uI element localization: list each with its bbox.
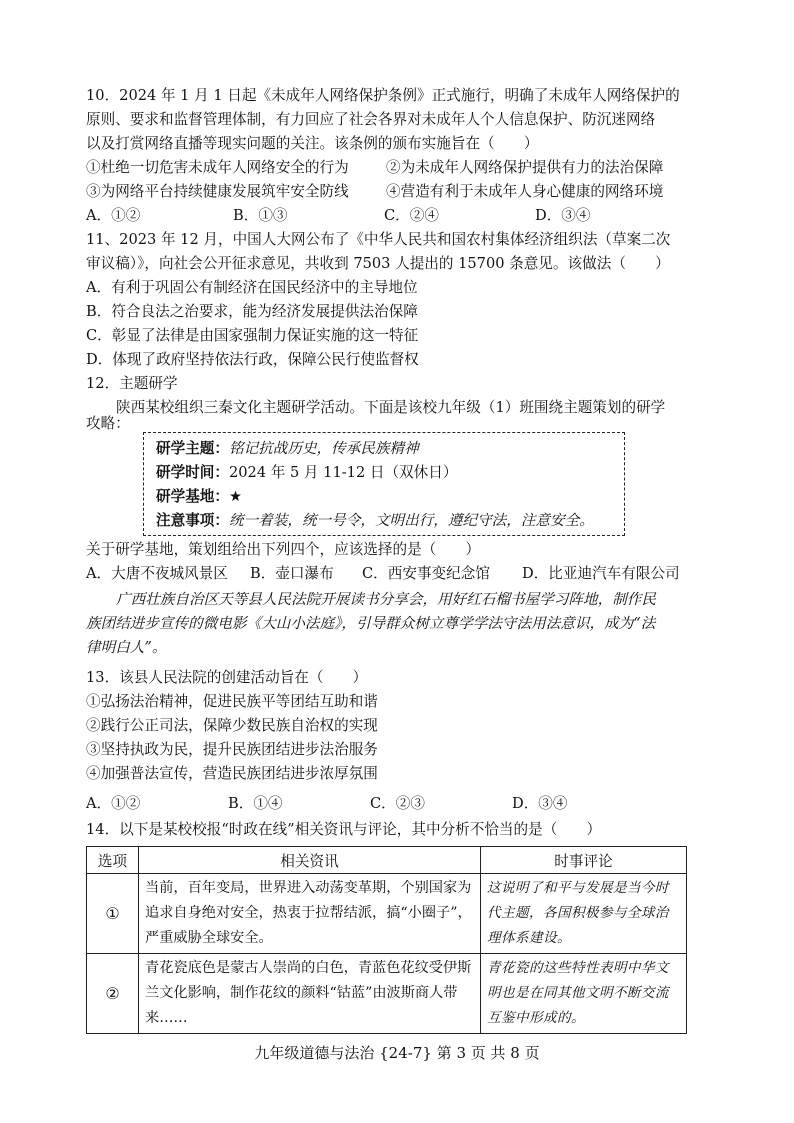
q11-option-a[interactable]: A．有利于巩固公有制经济在国民经济中的主导地位 — [86, 279, 418, 296]
study-plan-box — [143, 432, 625, 536]
q10-statement-2: ②为未成年人网络保护提供有力的法治保障 — [386, 159, 664, 176]
study-theme-row — [156, 439, 419, 459]
header-option: 选项 — [87, 847, 139, 874]
q12-intro-line-1: 陕西某校组织三秦文化主题研学活动。下面是该校九年级（1）班围绕主题策划的研学 — [116, 399, 666, 416]
q12-option-b[interactable]: B．壶口瀑布 — [250, 565, 334, 582]
q13-statement-1: ①弘扬法治精神，促进民族平等团结互助和谐 — [86, 693, 378, 710]
q11-stem-line-1: 11、2023 年 12 月，中国人大网公布了《中华人民共和国农村集体经济组织法（草案二次 — [86, 231, 671, 248]
q12-option-d[interactable]: D．比亚迪汽车有限公司 — [522, 565, 680, 582]
q14-stem: 14．以下是某校校报“时政在线”相关资讯与评论，其中分析不恰当的是（ ） — [86, 821, 602, 838]
q10-statement-1: ①杜绝一切危害未成年人网络安全的行为 — [86, 159, 349, 176]
row-comment: 这说明了和平与发展是当今时代主题，各国积极参与全球治理体系建设。 — [481, 874, 687, 954]
study-notes-label: 注意事项： — [156, 512, 229, 529]
row-index: ② — [87, 954, 139, 1034]
q13-stem: 13．该县人民法院的创建活动旨在（ ） — [86, 669, 368, 686]
study-notes-value: 统一着装，统一号令，文明出行，遵纪守法，注意安全。 — [228, 512, 594, 529]
material-line-2: 族团结进步宣传的微电影《大山小法庭》，引导群众树立尊学学法守法用法意识，成为“法 — [86, 615, 656, 632]
study-base-value: ★ — [228, 488, 243, 505]
row-index: ① — [87, 874, 139, 954]
q12-option-c[interactable]: C．西安事变纪念馆 — [362, 565, 490, 582]
q11-option-b[interactable]: B．符合良法之治要求，能为经济发展提供法治保障 — [86, 303, 418, 320]
header-comment: 时事评论 — [481, 847, 687, 874]
q10-option-a[interactable]: A．①② — [86, 207, 141, 224]
study-base-row — [156, 487, 242, 507]
study-time-row — [156, 463, 457, 483]
q10-option-c[interactable]: C．②④ — [384, 207, 439, 224]
q13-option-c[interactable]: C．②③ — [370, 795, 425, 812]
row-news: 青花瓷底色是蒙古人崇尚的白色，青蓝色花纹受伊斯兰文化影响，制作花纹的颜料“钴蓝”由波斯商人带来…… — [139, 954, 481, 1034]
news-table — [86, 846, 687, 1034]
row-comment: 青花瓷的这些特性表明中华文明也是在同其他文明不断交流互鉴中形成的。 — [481, 954, 687, 1034]
q10-option-d[interactable]: D．③④ — [535, 207, 591, 224]
q12-intro-line-2: 攻略： — [86, 415, 130, 432]
table-row — [87, 874, 687, 954]
study-theme-value: 铭记抗战历史，传承民族精神 — [228, 440, 419, 457]
q12-option-a[interactable]: A．大唐不夜城风景区 — [86, 565, 228, 582]
q10-statement-3: ③为网络平台持续健康发展筑牢安全防线 — [86, 183, 349, 200]
study-notes-row — [156, 511, 594, 531]
q10-option-b[interactable]: B．①③ — [233, 207, 288, 224]
q13-option-b[interactable]: B．①④ — [228, 795, 283, 812]
table-row — [87, 954, 687, 1034]
q10-stem-line-1: 10．2024 年 1 月 1 日起《未成年人网络保护条例》正式施行，明确了未成年人网络保护的 — [86, 87, 680, 104]
study-base-label: 研学基地： — [156, 488, 229, 505]
row-news: 当前，百年变局，世界进入动荡变革期，个别国家为追求自身绝对安全，热衷于拉帮结派，搞“小圈子”，严重威胁全球安全。 — [139, 874, 481, 954]
q13-option-d[interactable]: D．③④ — [512, 795, 568, 812]
study-theme-label: 研学主题： — [156, 440, 229, 457]
q13-statement-2: ②践行公正司法，保障少数民族自治权的实现 — [86, 717, 378, 734]
study-time-value: 2024 年 5 月 11-12 日（双休日） — [228, 464, 458, 481]
news-table-header — [87, 847, 687, 874]
material-line-1: 广西壮族自治区天等县人民法院开展读书分享会，用好红石榴书屋学习阵地，制作民 — [116, 591, 656, 608]
q12-question: 关于研学基地，策划组给出下列四个，应该选择的是（ ） — [86, 541, 481, 558]
q13-statement-3: ③坚持执政为民，提升民族团结进步法治服务 — [86, 741, 378, 758]
q12-title: 12．主题研学 — [86, 375, 178, 392]
study-time-label: 研学时间： — [156, 464, 229, 481]
q10-stem-line-3: 以及打赏网络直播等现实问题的关注。该条例的颁布实施旨在（ ） — [86, 135, 539, 152]
q11-option-d[interactable]: D．体现了政府坚持依法行政，保障公民行使监督权 — [86, 351, 419, 368]
q11-stem-line-2: 审议稿）》，向社会公开征求意见，共收到 7503 人提出的 15700 条意见。该做法（ ） — [86, 255, 670, 272]
q13-statement-4: ④加强普法宣传，营造民族团结进步浓厚氛围 — [86, 765, 378, 782]
q10-statement-4: ④营造有利于未成年人身心健康的网络环境 — [386, 183, 664, 200]
q13-option-a[interactable]: A．①② — [86, 795, 141, 812]
q11-option-c[interactable]: C．彰显了法律是由国家强制力保证实施的这一特征 — [86, 327, 419, 344]
q10-stem-line-2: 原则、要求和监督管理体制，有力回应了社会各界对未成年人个人信息保护、防沉迷网络 — [86, 111, 656, 128]
header-news: 相关资讯 — [139, 847, 481, 874]
material-line-3: 律明白人”。 — [86, 639, 167, 656]
page-footer: 九年级道德与法治 {24-7} 第 3 页 共 8 页 — [254, 1044, 540, 1062]
